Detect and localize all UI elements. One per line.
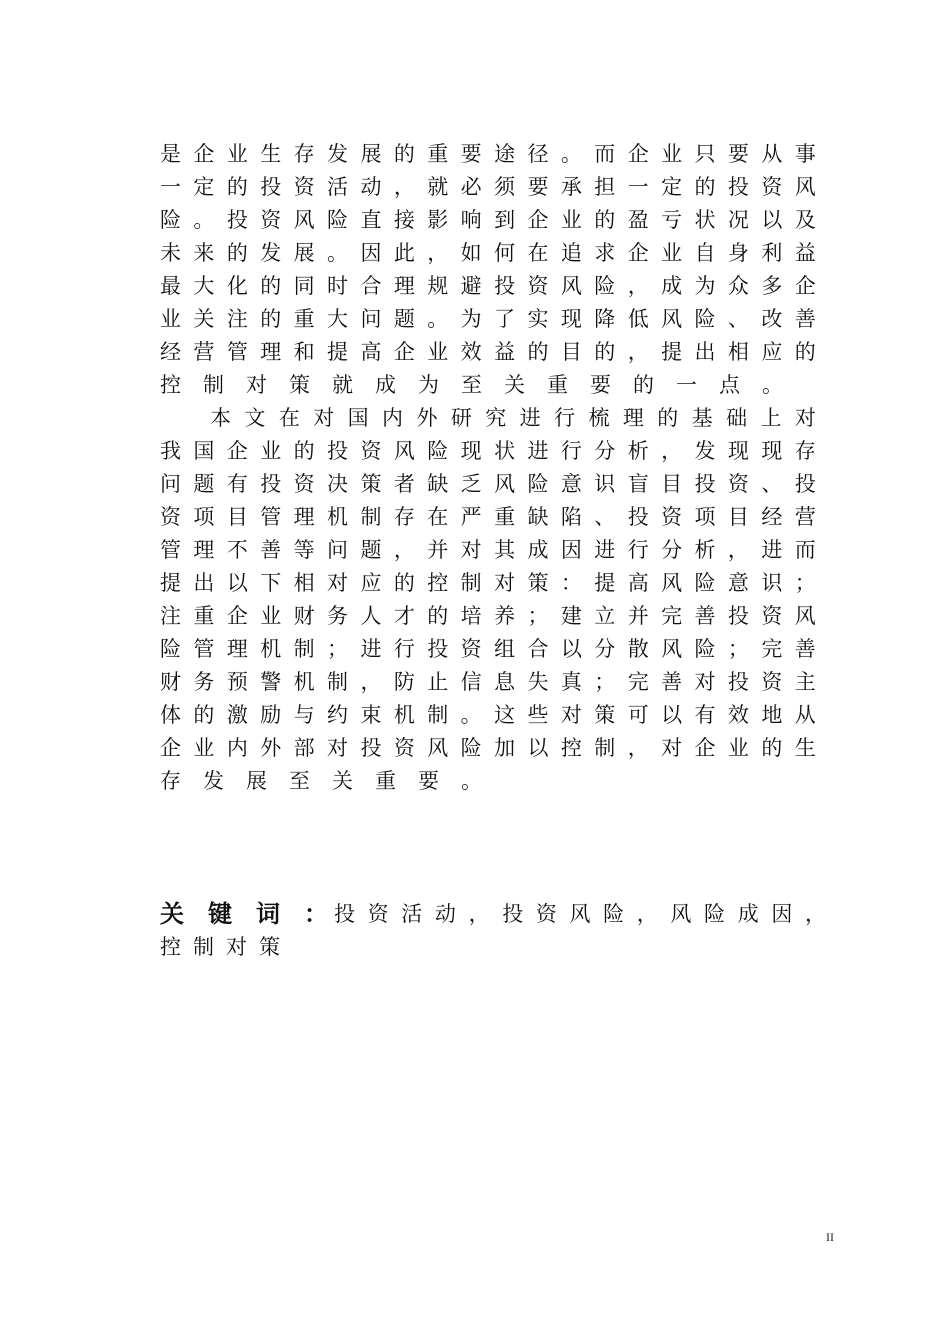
body-line: 本 文 在 对 国 内 外 研 究 进 行 梳 理 的 基 础 上 对	[210, 406, 826, 430]
body-line: 资 项 目 管 理 机 制 存 在 严 重 缺 陷 、 投 资 项 目 经 营	[160, 505, 826, 529]
body-line: 业 关 注 的 重 大 问 题 。 为 了 实 现 降 低 风 险 、 改 善	[160, 307, 826, 331]
body-line: 提 出 以 下 相 对 应 的 控 制 对 策 ： 提 高 风 险 意 识 ；	[160, 571, 826, 595]
body-line: 险 。 投 资 风 险 直 接 影 响 到 企 业 的 盈 亏 状 况 以 及	[160, 208, 826, 232]
body-line: 是 企 业 生 存 发 展 的 重 要 途 径 。 而 企 业 只 要 从 事	[160, 142, 826, 166]
keywords-line-1	[160, 898, 826, 931]
body-line: 险 管 理 机 制 ； 进 行 投 资 组 合 以 分 散 风 险 ； 完 善	[160, 637, 826, 661]
keywords-section	[160, 898, 826, 964]
page-number: II	[826, 1230, 834, 1244]
body-line: 控 制 对 策 就 成 为 至 关 重 要 的 一 点 。	[160, 373, 793, 397]
body-line: 经 营 管 理 和 提 高 企 业 效 益 的 目 的 ， 提 出 相 应 的	[160, 340, 826, 364]
keywords-label: 关 键 词 ：	[160, 900, 328, 928]
body-line: 未 来 的 发 展 。 因 此 ， 如 何 在 追 求 企 业 自 身 利 益	[160, 241, 826, 265]
body-line: 一 定 的 投 资 活 动 ， 就 必 须 要 承 担 一 定 的 投 资 风	[160, 175, 826, 199]
body-line: 注 重 企 业 财 务 人 才 的 培 养 ； 建 立 并 完 善 投 资 风	[160, 604, 826, 628]
body-line: 我 国 企 业 的 投 资 风 险 现 状 进 行 分 析 ， 发 现 现 存	[160, 439, 826, 463]
body-line: 问 题 有 投 资 决 策 者 缺 乏 风 险 意 识 盲 目 投 资 、 投	[160, 472, 826, 496]
body-line: 企 业 内 外 部 对 投 资 风 险 加 以 控 制 ， 对 企 业 的 生	[160, 736, 826, 760]
body-line: 体 的 激 励 与 约 束 机 制 。 这 些 对 策 可 以 有 效 地 从	[160, 703, 826, 727]
abstract-body	[160, 138, 826, 798]
body-line: 财 务 预 警 机 制 ， 防 止 信 息 失 真 ； 完 善 对 投 资 主	[160, 670, 826, 694]
body-line: 存 发 展 至 关 重 要 。	[160, 769, 492, 793]
keywords-text: 投 资 活 动 ， 投 资 风 险 ， 风 险 成 因 ，	[334, 902, 826, 926]
keywords-line-2: 控 制 对 策	[160, 935, 280, 959]
body-line: 管 理 不 善 等 问 题 ， 并 对 其 成 因 进 行 分 析 ， 进 而	[160, 538, 826, 562]
body-line: 最 大 化 的 同 时 合 理 规 避 投 资 风 险 ， 成 为 众 多 企	[160, 274, 826, 298]
